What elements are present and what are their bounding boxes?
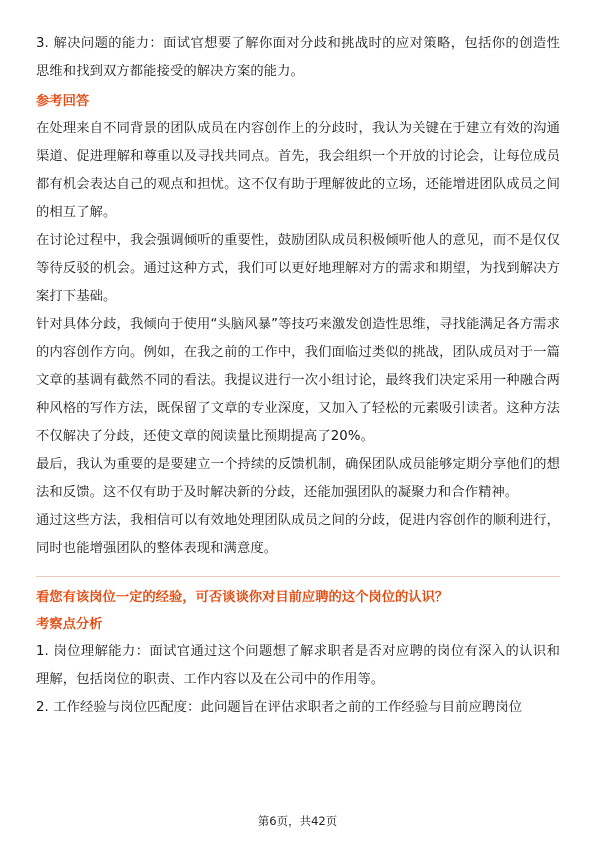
reference-answer-heading: 参考回答 bbox=[36, 94, 90, 109]
section-divider bbox=[36, 576, 560, 577]
page-content bbox=[36, 30, 560, 722]
analysis-point: 2. 工作经验与岗位匹配度：此问题旨在评估求职者之前的工作经验与目前应聘岗位 bbox=[36, 700, 523, 715]
question-analysis-point-3: 3. 解决问题的能力：面试官想要了解你面对分歧和挑战时的应对策略，包括你的创造性思维和找到双方都能接受的解决方案的能力。 bbox=[36, 36, 560, 79]
answer-paragraph: 针对具体分歧，我倾向于使用“头脑风暴”等技巧来激发创造性思维，寻找能满足各方需求的内容创作方向。例如，在我之前的工作中，我们面临过类似的挑战，团队成员对于一篇文章的基调有截然不同的看法。我提议进行一次小组讨论，最终我们决定采用一种融合两种风格的写作方法，既保留了文章的专业深度，又加入了轻松的元素吸引读者。这种方法不仅解决了分歧，还使文章的阅读量比预期提高了20%。 bbox=[36, 317, 560, 444]
analysis-point: 1. 岗位理解能力：面试官通过这个问题想了解求职者是否对应聘的岗位有深入的认识和理解，包括岗位的职责、工作内容以及在公司中的作用等。 bbox=[36, 644, 560, 687]
answer-paragraph: 在处理来自不同背景的团队成员在内容创作上的分歧时，我认为关键在于建立有效的沟通渠道、促进理解和尊重以及寻找共同点。首先，我会组织一个开放的讨论会，让每位成员都有机会表达自己的观点和担忧。这不仅有助于理解彼此的立场，还能增进团队成员之间的相互了解。 bbox=[36, 121, 560, 220]
page-number-footer: 第6页，共42页 bbox=[257, 814, 338, 828]
answer-paragraph: 在讨论过程中，我会强调倾听的重要性，鼓励团队成员积极倾听他人的意见，而不是仅仅等待反驳的机会。通过这种方式，我们可以更好地理解对方的需求和期望，为找到解决方案打下基础。 bbox=[36, 233, 560, 304]
interview-question: 看您有该岗位一定的经验，可否谈谈你对目前应聘的这个岗位的认识？ bbox=[36, 590, 449, 605]
answer-paragraph: 通过这些方法，我相信可以有效地处理团队成员之间的分歧，促进内容创作的顺利进行，同时也能增强团队的整体表现和满意度。 bbox=[36, 513, 560, 556]
analysis-heading: 考察点分析 bbox=[36, 617, 103, 632]
answer-paragraph: 最后，我认为重要的是要建立一个持续的反馈机制，确保团队成员能够定期分享他们的想法和反馈。这不仅有助于及时解决新的分歧，还能加强团队的凝聚力和合作精神。 bbox=[36, 457, 560, 500]
